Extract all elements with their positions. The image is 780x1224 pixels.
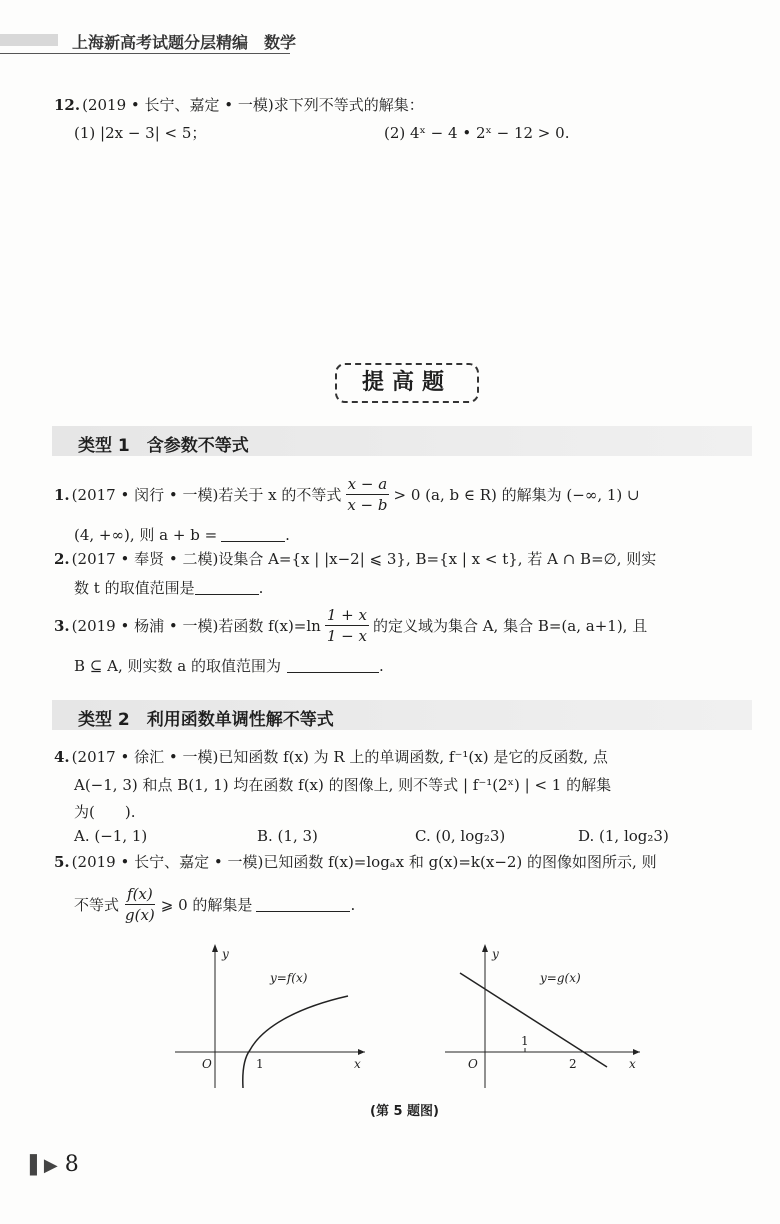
page-number: 8: [64, 1152, 79, 1177]
answer-blank[interactable]: [287, 658, 379, 673]
question-text: (2019 • 长宁、嘉定 • 一模)求下列不等式的解集：: [82, 96, 424, 114]
x-label: x: [354, 1057, 361, 1071]
y-arrow-icon: [482, 944, 488, 952]
answer-blank[interactable]: [221, 527, 285, 542]
y-label: y: [492, 947, 499, 961]
page-arrow-icon: ▌▶: [30, 1155, 58, 1176]
header-rule: [0, 53, 290, 54]
part-1: (1) |2x − 3| < 5；: [74, 124, 207, 142]
question-text: B ⊆ A, 则实数 a 的取值范围为: [74, 657, 281, 675]
question-text: (2017 • 徐汇 • 一模)已知函数 f(x) 为 R 上的单调函数, f⁻¹(x) 是它的反函数, 点: [71, 748, 608, 766]
numerator: x − a: [347, 475, 388, 493]
question-3-line2: [74, 655, 384, 676]
question-1: [54, 474, 640, 515]
question-text: 不等式: [74, 896, 120, 914]
x-arrow-icon: [633, 1049, 640, 1055]
y-label: y: [222, 947, 229, 961]
denominator: x − b: [347, 496, 388, 514]
type-2-title: 类型 2 利用函数单调性解不等式: [78, 710, 334, 730]
answer-blank[interactable]: [195, 580, 259, 595]
numerator: 1 + x: [326, 606, 367, 624]
question-2-line2: [74, 577, 263, 598]
question-text: (2019 • 杨浦 • 一模)若函数 f(x)=ln: [71, 617, 321, 635]
option-a[interactable]: A. (−1, 1): [74, 827, 148, 845]
option-c[interactable]: C. (0, log₂3): [415, 827, 506, 845]
section-title-box: 提高题: [335, 363, 479, 403]
question-number: 3.: [54, 616, 70, 635]
question-number: 12.: [54, 95, 81, 114]
question-number: 4.: [54, 747, 70, 766]
fraction: [345, 474, 389, 515]
header-decoration: [0, 34, 58, 46]
denominator: 1 − x: [326, 627, 367, 645]
line-label: y=g(x): [540, 971, 581, 985]
curve-f: [243, 996, 348, 1088]
question-text: 的定义域为集合 A, 集合 B=(a, a+1), 且: [372, 617, 648, 635]
graph-g: [435, 940, 645, 1090]
question-number: 2.: [54, 549, 70, 568]
question-5: [54, 851, 657, 872]
period: .: [258, 578, 264, 597]
question-2: [54, 548, 656, 569]
question-1-line2: [74, 524, 290, 545]
x-arrow-icon: [358, 1049, 365, 1055]
period: .: [378, 656, 384, 675]
question-text: ⩾ 0 的解集是: [160, 896, 253, 914]
option-b[interactable]: B. (1, 3): [257, 827, 318, 845]
question-text: (4, +∞), 则 a + b =: [74, 526, 218, 544]
graph-f: [170, 940, 370, 1090]
question-12: [54, 94, 424, 115]
tick-label: 2: [569, 1057, 577, 1071]
question-text: (2019 • 长宁、嘉定 • 一模)已知函数 f(x)=logₐx 和 g(x)=k(x−2) 的图像如图所示, 则: [71, 853, 657, 871]
answer-blank[interactable]: [256, 897, 350, 912]
question-3: [54, 605, 647, 646]
tick-label: 1: [521, 1034, 529, 1048]
question-text: (2017 • 闵行 • 一模)若关于 x 的不等式: [71, 486, 342, 504]
numerator: f(x): [127, 885, 153, 903]
question-5-line2: [74, 884, 355, 925]
origin-label: O: [468, 1057, 478, 1071]
denominator: g(x): [125, 906, 155, 924]
type-1-title: 类型 1 含参数不等式: [78, 436, 249, 456]
figure-caption: (第 5 题图): [370, 1104, 439, 1119]
question-number: 1.: [54, 485, 70, 504]
question-text: (2017 • 奉贤 • 二模)设集合 A={x | |x−2| ⩽ 3}, B={x | x < t}, 若 A ∩ B=∅, 则实: [71, 550, 657, 568]
fraction: [325, 605, 369, 646]
part-2: (2) 4ˣ − 4 • 2ˣ − 12 > 0.: [384, 123, 570, 142]
question-4-line3: [74, 801, 135, 822]
question-12-parts: [74, 122, 569, 143]
question-text: 为( ).: [74, 803, 136, 821]
period: .: [285, 525, 290, 544]
question-text: > 0 (a, b ∈ R) 的解集为 (−∞, 1) ∪: [393, 486, 640, 504]
question-text: 数 t 的取值范围是: [74, 579, 195, 597]
question-number: 5.: [54, 852, 70, 871]
question-4-line2: [74, 774, 611, 795]
page-number-block: [30, 1152, 79, 1177]
y-arrow-icon: [212, 944, 218, 952]
tick-label: 1: [256, 1057, 264, 1071]
question-4: [54, 746, 608, 767]
line-g: [460, 973, 607, 1067]
origin-label: O: [202, 1057, 212, 1071]
curve-label: y=f(x): [270, 971, 308, 985]
period: .: [350, 895, 356, 914]
running-header: 上海新高考试题分层精编 数学: [72, 33, 297, 52]
question-text: A(−1, 3) 和点 B(1, 1) 均在函数 f(x) 的图像上, 则不等式 | f⁻¹(2ˣ) | < 1 的解集: [74, 776, 612, 794]
option-d[interactable]: D. (1, log₂3): [578, 827, 669, 845]
x-label: x: [629, 1057, 636, 1071]
fraction: [123, 884, 157, 925]
